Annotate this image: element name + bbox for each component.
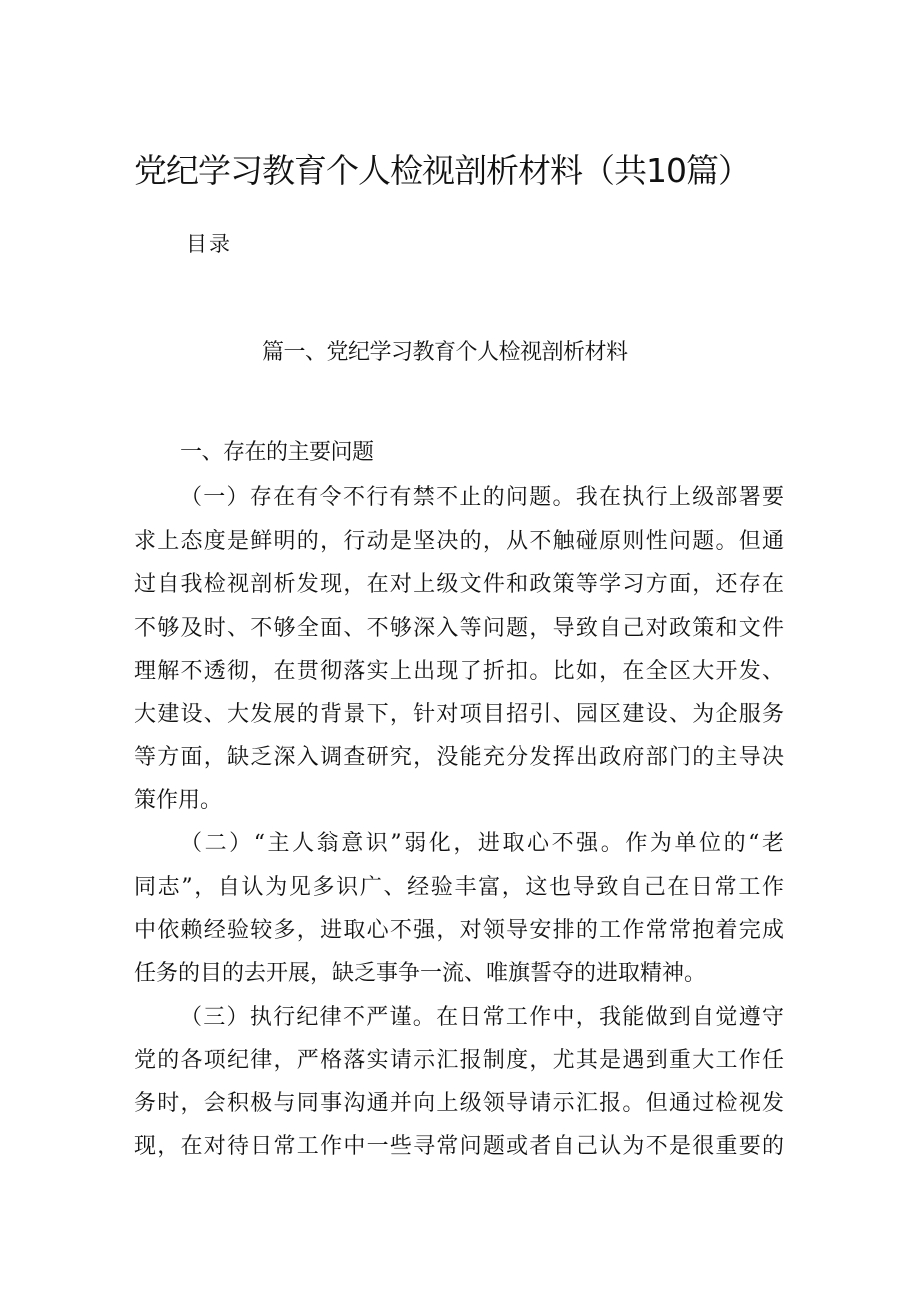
paragraph-line: 不够及时、不够全面、不够深入等问题，导致自己对政策和文件 [134, 616, 784, 641]
paragraph-line: （三）执行纪律不严谨。在日常工作中，我能做到自觉遵守 [180, 1005, 784, 1030]
paragraph-line: 现，在对待日常工作中一些寻常问题或者自己认为不是很重要的 [134, 1134, 784, 1159]
paragraph-line: 中依赖经验较多，进取心不强，对领导安排的工作常常抱着完成 [134, 918, 784, 943]
table-of-contents-label: 目录 [186, 232, 232, 256]
paragraph-line: 等方面，缺乏深入调查研究，没能充分发挥出政府部门的主导决 [134, 745, 784, 770]
paragraph-line: 求上态度是鲜明的，行动是坚决的，从不触碰原则性问题。但通 [134, 529, 784, 554]
paragraph-line: 理解不透彻，在贯彻落实上出现了折扣。比如，在全区大开发、 [134, 659, 784, 684]
section-heading: 篇一、党纪学习教育个人检视剖析材料 [262, 340, 628, 365]
paragraph-line: 务时，会积极与同事沟通并向上级领导请示汇报。但通过检视发 [134, 1091, 784, 1116]
paragraph-line: 任务的目的去开展，缺乏事争一流、唯旗誓夺的进取精神。 [134, 961, 707, 986]
sub-heading: 一、存在的主要问题 [180, 440, 374, 465]
paragraph-line: 过自我检视剖析发现，在对上级文件和政策等学习方面，还存在 [134, 572, 784, 597]
paragraph-line: （二）“主人翁意识”弱化，进取心不强。作为单位的“老 [180, 831, 784, 856]
document-title: 党纪学习教育个人检视剖析材料（共10篇） [134, 151, 750, 190]
paragraph-line: 大建设、大发展的背景下，针对项目招引、园区建设、为企服务 [134, 702, 784, 727]
paragraph-line: （一）存在有令不行有禁不止的问题。我在执行上级部署要 [180, 485, 784, 510]
paragraph-line: 同志”，自认为见多识广、经验丰富，这也导致自己在日常工作 [134, 875, 784, 900]
paragraph-line: 策作用。 [134, 788, 223, 813]
paragraph-line: 党的各项纪律，严格落实请示汇报制度，尤其是遇到重大工作任 [134, 1048, 784, 1073]
